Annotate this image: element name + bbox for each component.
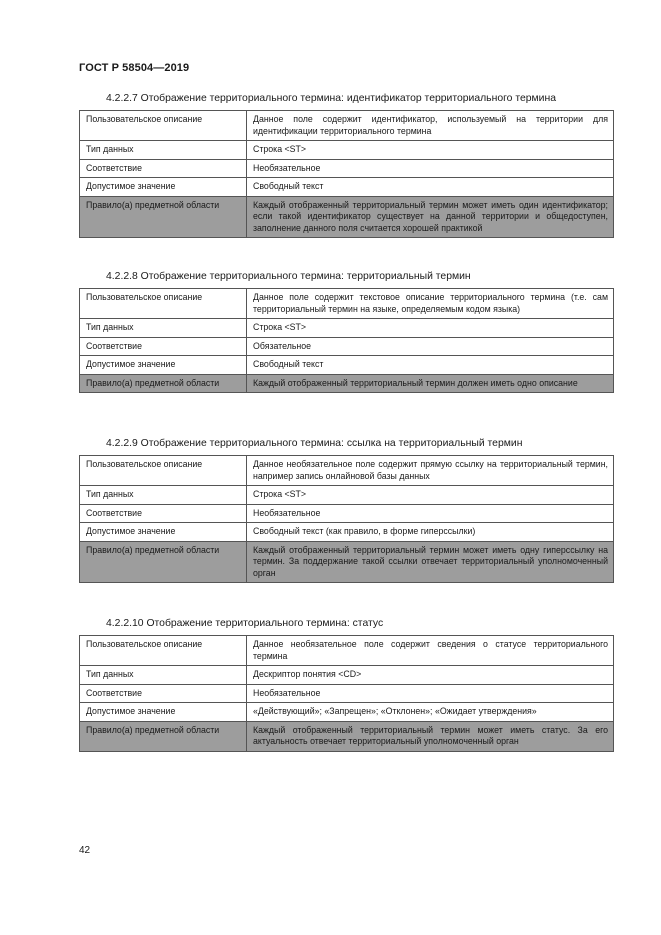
table-row: [80, 178, 614, 197]
table-row-shaded: [80, 721, 614, 751]
row-key: Тип данных: [80, 141, 247, 160]
section-reference: [79, 438, 614, 583]
row-key: Пользовательское описание: [80, 289, 247, 319]
row-value: Свободный текст: [247, 356, 614, 375]
row-value: Каждый отображенный территориальный термин может иметь статус. За его актуальность отвечает территориальный уполномоченный орган: [247, 721, 614, 751]
row-key: Соответствие: [80, 504, 247, 523]
table-row: [80, 337, 614, 356]
spec-table: [79, 288, 614, 393]
table-row: [80, 456, 614, 486]
row-key: Соответствие: [80, 684, 247, 703]
table-row: [80, 666, 614, 685]
row-key: Правило(а) предметной области: [80, 721, 247, 751]
table-row-shaded: [80, 196, 614, 238]
table-row: [80, 684, 614, 703]
section-identifier: [79, 93, 614, 238]
row-value: Строка <ST>: [247, 141, 614, 160]
row-key: Пользовательское описание: [80, 111, 247, 141]
row-key: Допустимое значение: [80, 356, 247, 375]
row-key: Тип данных: [80, 486, 247, 505]
row-key: Допустимое значение: [80, 703, 247, 722]
document-id: ГОСТ Р 58504—2019: [79, 62, 190, 74]
row-value: Обязательное: [247, 337, 614, 356]
table-row-shaded: [80, 374, 614, 393]
row-key: Пользовательское описание: [80, 636, 247, 666]
section-title: 4.2.2.10 Отображение территориального термина: статус: [106, 618, 384, 629]
table-row: [80, 523, 614, 542]
row-value: Каждый отображенный территориальный термин должен иметь одно описание: [247, 374, 614, 393]
row-value: Каждый отображенный территориальный термин может иметь одну гиперссылку на термин. За поддержание такой ссылки отвечает территориальный уполномоченный орган: [247, 541, 614, 583]
row-value: Строка <ST>: [247, 319, 614, 338]
row-key: Правило(а) предметной области: [80, 374, 247, 393]
table-row: [80, 703, 614, 722]
table-row: [80, 319, 614, 338]
row-value: Свободный текст (как правило, в форме гиперссылки): [247, 523, 614, 542]
row-key: Допустимое значение: [80, 523, 247, 542]
row-value: Строка <ST>: [247, 486, 614, 505]
row-value: Данное необязательное поле содержит сведения о статусе территориального термина: [247, 636, 614, 666]
row-key: Пользовательское описание: [80, 456, 247, 486]
section-title: 4.2.2.8 Отображение территориального термина: территориальный термин: [106, 271, 471, 282]
row-key: Соответствие: [80, 337, 247, 356]
spec-table: [79, 110, 614, 238]
spec-table: [79, 455, 614, 583]
table-row: [80, 159, 614, 178]
row-key: Допустимое значение: [80, 178, 247, 197]
row-value: «Действующий»; «Запрещен»; «Отклонен»; «Ожидает утверждения»: [247, 703, 614, 722]
row-value: Данное необязательное поле содержит прямую ссылку на территориальный термин, например запись онлайновой базы данных: [247, 456, 614, 486]
row-key: Правило(а) предметной области: [80, 196, 247, 238]
row-value: Каждый отображенный территориальный термин может иметь один идентификатор; если такой идентификатор существует на данной территории и общедоступен, заполнение данного поля считается хорошей практикой: [247, 196, 614, 238]
table-row: [80, 356, 614, 375]
row-key: Тип данных: [80, 666, 247, 685]
section-title: 4.2.2.9 Отображение территориального термина: ссылка на территориальный термин: [106, 438, 523, 449]
row-value: Свободный текст: [247, 178, 614, 197]
row-key: Соответствие: [80, 159, 247, 178]
row-value: Необязательное: [247, 684, 614, 703]
row-value: Дескриптор понятия <CD>: [247, 666, 614, 685]
row-key: Правило(а) предметной области: [80, 541, 247, 583]
table-row-shaded: [80, 541, 614, 583]
section-term: [79, 271, 614, 393]
table-row: [80, 141, 614, 160]
row-key: Тип данных: [80, 319, 247, 338]
section-status: [79, 618, 614, 752]
table-row: [80, 111, 614, 141]
page-number: 42: [79, 845, 91, 856]
section-title: 4.2.2.7 Отображение территориального термина: идентификатор территориального термина: [106, 93, 556, 104]
row-value: Данное поле содержит текстовое описание территориального термина (т.е. сам территориальный термин на языке, определяемым кодом языка): [247, 289, 614, 319]
table-row: [80, 504, 614, 523]
table-row: [80, 636, 614, 666]
row-value: Данное поле содержит идентификатор, используемый на территории для идентификации территориального термина: [247, 111, 614, 141]
row-value: Необязательное: [247, 159, 614, 178]
row-value: Необязательное: [247, 504, 614, 523]
spec-table: [79, 635, 614, 752]
table-row: [80, 486, 614, 505]
table-row: [80, 289, 614, 319]
